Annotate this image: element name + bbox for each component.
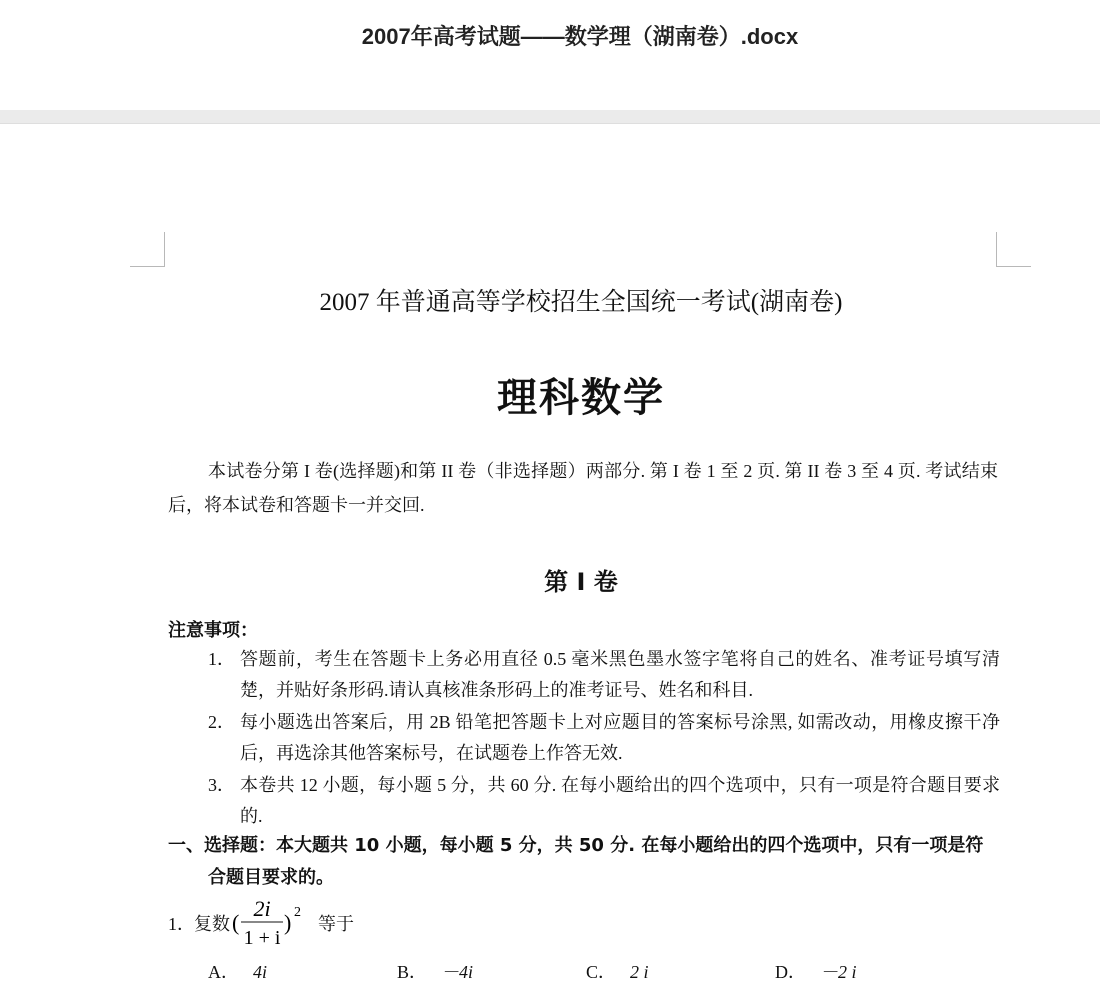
svg-text:): ) — [284, 910, 292, 935]
document-title: 2007年高考试题——数学理（湖南卷）.docx — [361, 24, 799, 49]
crop-mark-top-left — [130, 232, 165, 267]
complex-fraction-formula — [232, 894, 312, 954]
option-d — [775, 958, 857, 984]
document-page[interactable] — [0, 124, 1100, 990]
section-heading: 一、选择题：本大题共 10 小题，每小题 5 分，共 50 分. 在每小题给出的四个选项中，只有一项是符合题目要求的。 — [168, 835, 984, 888]
subject-title: 理科数学 — [497, 375, 665, 421]
fraction-denominator: 1 + i — [243, 927, 281, 949]
toolbar-divider — [0, 110, 1100, 124]
option-label: C． — [586, 962, 617, 982]
notice-list — [208, 644, 1000, 833]
option-value: －4i — [441, 962, 474, 982]
exam-title: 2007 年普通高等学校招生全国统一考试(湖南卷) — [319, 289, 843, 316]
question-1 — [168, 894, 998, 954]
option-value: 4i — [253, 962, 268, 982]
svg-text:(: ( — [232, 910, 240, 935]
notice-number: 1． — [208, 649, 235, 669]
notice-item — [208, 770, 1000, 832]
question-suffix: 等于 — [318, 914, 354, 934]
notice-text: 本卷共 12 小题，每小题 5 分，共 60 分. 在每小题给出的四个选项中，只有一项是符合题目要求的. — [240, 775, 1000, 826]
question-text: 复数 — [194, 914, 230, 934]
title-bar — [0, 0, 1100, 110]
notice-text: 答题前，考生在答题卡上务必用直径 0.5 毫米黑色墨水签字笔将自己的姓名、准考证号填写清楚，并贴好条形码.请认真核准条形码上的准考证号、姓名和科目. — [240, 649, 1000, 700]
option-value: －2 i — [820, 962, 857, 982]
question-number: 1． — [168, 914, 195, 934]
fraction-numerator: 2i — [253, 896, 271, 921]
option-value: 2 i — [630, 962, 649, 982]
intro-paragraph: 本试卷分第 I 卷(选择题)和第 II 卷（非选择题）两部分. 第 I 卷 1 至 2 页. 第 II 卷 3 至 4 页. 考试结束后，将本试卷和答题卡一并交回. — [168, 461, 998, 515]
option-b — [397, 958, 473, 984]
option-label: D． — [775, 962, 806, 982]
option-label: A． — [208, 962, 239, 982]
notice-item — [208, 707, 1000, 769]
answer-options — [208, 958, 1008, 988]
option-label: B． — [397, 962, 428, 982]
formula-exponent: 2 — [294, 905, 301, 920]
notice-number: 2． — [208, 712, 235, 732]
option-c — [586, 958, 649, 984]
notice-number: 3． — [208, 775, 235, 795]
notice-item — [208, 644, 1000, 706]
option-a — [208, 958, 267, 984]
crop-mark-top-right — [996, 232, 1031, 267]
part-title: 第 Ⅰ 卷 — [544, 568, 618, 596]
notice-text: 每小题选出答案后，用 2B 铅笔把答题卡上对应题目的答案标号涂黑, 如需改动，用橡皮擦干净后，再选涂其他答案标号，在试题卷上作答无效. — [240, 712, 1000, 763]
notice-heading: 注意事项： — [168, 620, 258, 641]
